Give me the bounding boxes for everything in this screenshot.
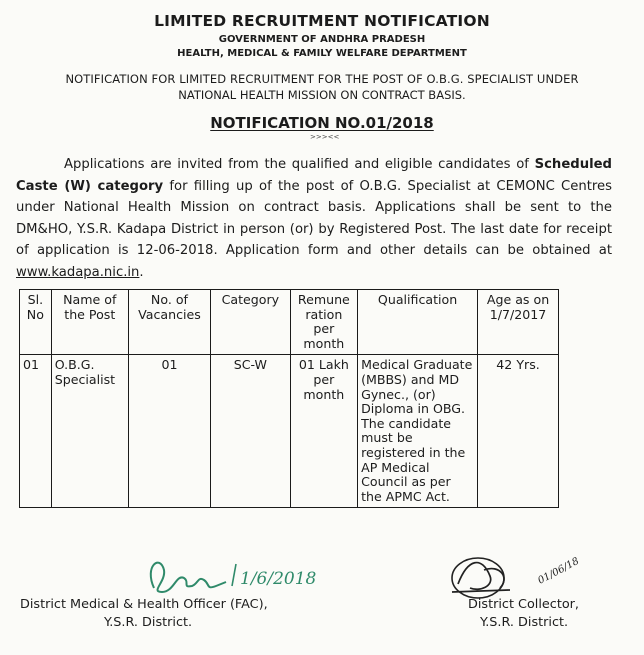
cell-sl-no: 01 (20, 355, 52, 508)
paragraph-end: . (139, 264, 144, 280)
dmho-signature-date: 1/6/2018 (240, 569, 317, 589)
table-row (20, 355, 559, 508)
cell-vacancies: 01 (128, 355, 210, 508)
paragraph-body: for filling up of the post of O.B.G. Specialist at CEMONC Centres under National Health Mission on contract basis. Applications shall be sent to the DM&HO, Y.S.R. Kadapa District in person (or) by Registered Post. The last date for receipt of application is 12-06-2018. Application form and other details can be obtained at (16, 178, 613, 258)
collector-place: Y.S.R. District. (480, 615, 569, 630)
cell-remuneration: 01 Lakh per month (290, 355, 357, 508)
header-vacancies: No. of Vacancies (128, 290, 210, 355)
notification-number (0, 114, 644, 132)
dmho-place: Y.S.R. District. (104, 615, 193, 630)
notification-paragraph (16, 154, 612, 283)
government-name: GOVERNMENT OF ANDHRA PRADESH (218, 34, 426, 45)
cell-qualification: Medical Graduate (MBBS) and MD Gynec., (or) Diploma in OBG. The candidate must be registered in the AP Medical Council as per the APMC Act. (358, 355, 478, 508)
cell-category: SC-W (211, 355, 291, 508)
paragraph-intro: Applications are invited from the qualified and eligible candidates of (64, 157, 529, 172)
subject-line-2: NATIONAL HEALTH MISSION ON CONTRACT BASIS. (178, 88, 466, 102)
dmho-signature-block (20, 596, 268, 632)
department-name: HEALTH, MEDICAL & FAMILY WELFARE DEPARTMENT (177, 48, 467, 59)
collector-title: District Collector, (468, 597, 579, 612)
header-remuneration: Remune ration per month (290, 290, 357, 355)
header-post-name: Name of the Post (51, 290, 128, 355)
collector-signature-date: 01/06/18 (536, 555, 582, 587)
divider-ornament: >>><< (310, 133, 340, 141)
subject-line-1: NOTIFICATION FOR LIMITED RECRUITMENT FOR THE POST OF O.B.G. SPECIALIST UNDER (65, 72, 579, 86)
paragraph-category: Scheduled Caste (W) category (16, 157, 612, 194)
notification-number-text: NOTIFICATION NO.01/2018 (210, 114, 434, 132)
cell-age: 42 Yrs. (478, 355, 559, 508)
vacancy-table (19, 289, 559, 508)
header-qualification: Qualification (358, 290, 478, 355)
website-link[interactable]: www.kadapa.nic.in (16, 264, 140, 280)
notification-title: LIMITED RECRUITMENT NOTIFICATION (154, 12, 490, 30)
cell-post-name: O.B.G. Specialist (51, 355, 128, 508)
table-header-row (20, 290, 559, 355)
header-sl-no: Sl. No (20, 290, 52, 355)
dmho-title: District Medical & Health Officer (FAC), (20, 597, 268, 612)
header-category: Category (211, 290, 291, 355)
collector-signature-block (468, 596, 579, 632)
header-age: Age as on 1/7/2017 (478, 290, 559, 355)
